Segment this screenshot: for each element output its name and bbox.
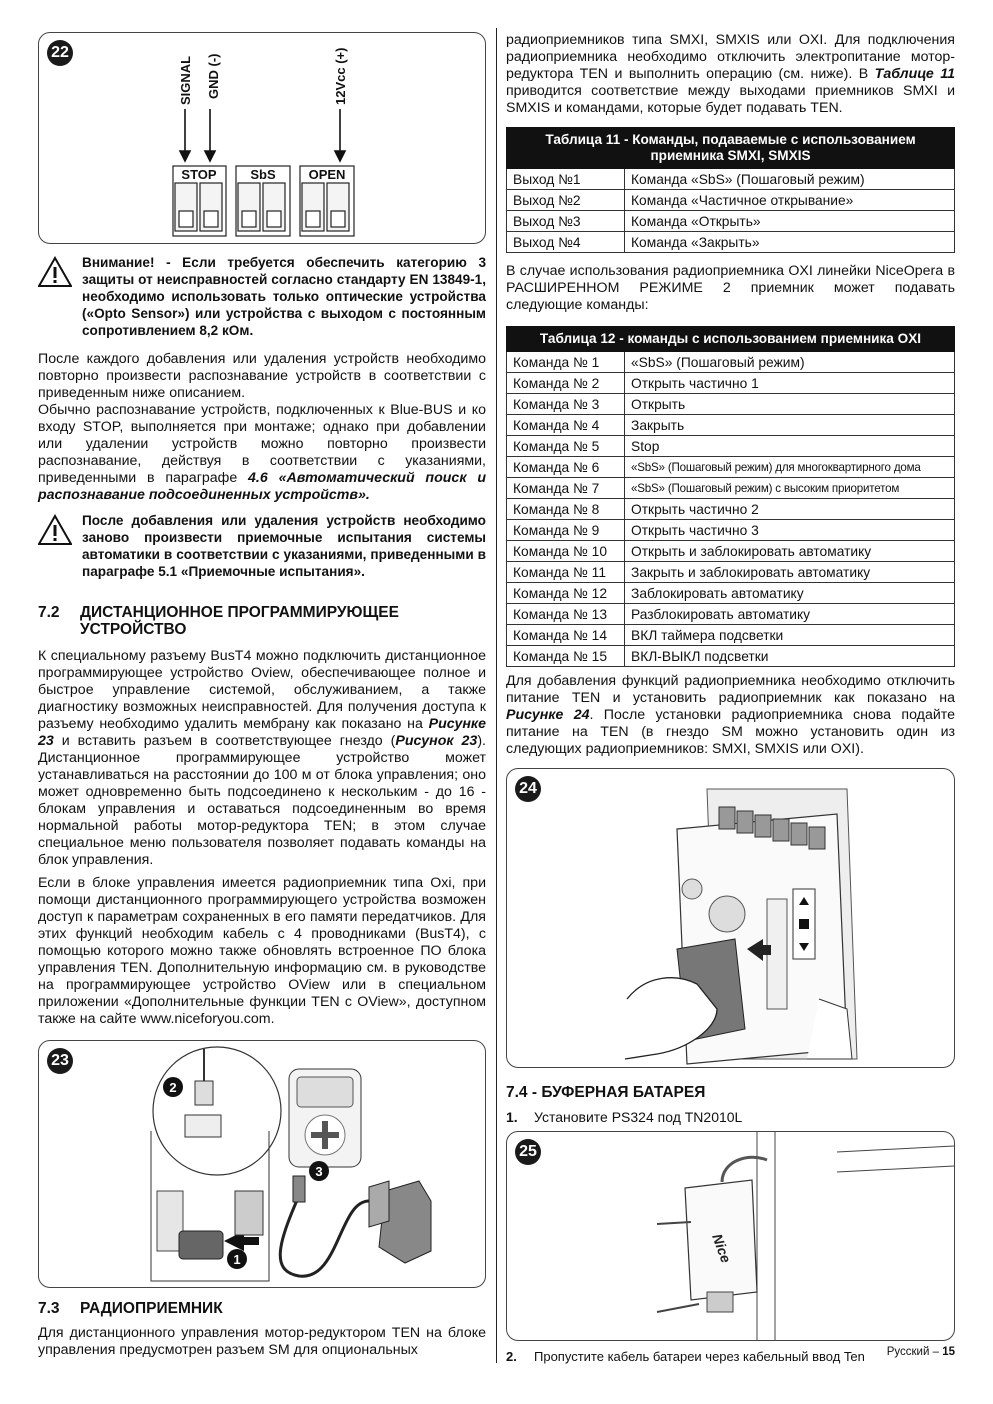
receiver-install-illustration (507, 769, 954, 1067)
callout-3: 3 (315, 1164, 323, 1179)
section-heading-7-2: 7.2 ДИСТАНЦИОННОЕ ПРОГРАММИРУЮЩЕЕ УСТРОЙСТВО (38, 604, 399, 638)
table-row (507, 373, 955, 394)
cell-command: Закрыть (625, 415, 955, 436)
battery-brand: Nice (709, 1231, 735, 1265)
paragraph: Если в блоке управления имеется радиоприемник типа Oxi, при помощи дистанционного программирующего устройства возможен доступ к параметрам сохраненных в его памяти передатчиков. Для этих функций необходим кабель с 4 проводниками (BusT4), с помощью которого можно также обновлять встроенное ПО блока управления TEN. Дополнительную информацию см. в руководстве на программирующее устройство OView или в специальном приложении «Дополнительные функции TEN с OView», доступном также на сайте www.niceforyou.com. (38, 875, 486, 1027)
terminal-sbs: SbS (250, 167, 276, 182)
figure-number: 25 (515, 1139, 541, 1165)
list-item: 1. Установите PS324 под TN2010L (506, 1109, 743, 1125)
figure-reference: Рисунок 23 (395, 733, 478, 749)
cell-command: Заблокировать автоматику (625, 583, 955, 604)
warning-testing: После добавления или удаления устройств необходимо заново произвести приемочные испытания системы автоматики в соответствии с указаниями, приведенными в параграфе 5.1 «Приемочные испытания». (38, 512, 486, 580)
figure-number: 24 (515, 776, 541, 802)
table-row (507, 478, 955, 499)
gnd-label: GND (-) (206, 53, 221, 99)
figure-reference: Рисунке 23 (38, 716, 486, 749)
table-row (507, 352, 955, 373)
terminal-diagram (39, 33, 485, 243)
figure-number: 23 (47, 1048, 73, 1074)
figure-number: 22 (47, 40, 73, 66)
table-row (507, 394, 955, 415)
cell-label: Команда № 6 (507, 457, 625, 478)
table-row (507, 499, 955, 520)
table-reference: Таблице 11 (874, 66, 955, 82)
vcc-label: 12Vcc (+) (333, 47, 348, 105)
cell-label: Команда № 10 (507, 541, 625, 562)
figure-22 (38, 32, 486, 244)
cell-label: Команда № 3 (507, 394, 625, 415)
table-row (507, 232, 955, 253)
cell-label: Команда № 11 (507, 562, 625, 583)
section-heading-7-4: 7.4 - БУФЕРНАЯ БАТАРЕЯ (506, 1084, 706, 1101)
list-item: 2. Пропустите кабель батареи через кабельный ввод Ten (506, 1349, 865, 1364)
signal-label: SIGNAL (178, 55, 193, 105)
cell-command: ВКЛ-ВЫКЛ подсветки (625, 646, 955, 667)
table-row (507, 415, 955, 436)
cell-command: Открыть частично 2 (625, 499, 955, 520)
figure-reference: Рисунке 24 (506, 707, 590, 723)
table-title: Таблица 12 - команды с использованием приемника OXI (507, 327, 955, 352)
paragraph: Для дистанционного управления мотор-редуктором TEN на блоке управления предусмотрен разъем SM для опциональных (38, 1325, 486, 1358)
cell-command: Stop (625, 436, 955, 457)
callout-2: 2 (169, 1080, 177, 1095)
paragraph: радиоприемников типа SMXI, SMXIS или OXI. Для подключения радиоприемника необходимо отключить электропитание мотор-редуктора TEN и выполнить операцию (см. ниже). В Таблице 11 приводится соответствие между выходами приемников SMXI и SMXIS и командами, которые будет подавать TEN. (506, 32, 955, 116)
right-column (506, 32, 955, 1364)
table-row (507, 520, 955, 541)
cell-command: «SbS» (Пошаговый режим) с высоким приоритетом (625, 478, 955, 499)
cell-command: Открыть и заблокировать автоматику (625, 541, 955, 562)
warning-icon (38, 514, 72, 546)
cell-command: ВКЛ таймера подсветки (625, 625, 955, 646)
cell-command: Разблокировать автоматику (625, 604, 955, 625)
cell-command: Команда «Открыть» (625, 211, 955, 232)
callout-1: 1 (233, 1252, 241, 1267)
cell-label: Команда № 5 (507, 436, 625, 457)
cell-label: Выход №2 (507, 190, 625, 211)
column-divider (496, 28, 497, 1363)
section-reference: 4.6 «Автоматический поиск и распознавание подсоединенных устройств». (38, 470, 487, 503)
table-11 (506, 127, 955, 253)
left-column (38, 32, 486, 1359)
cell-label: Команда № 7 (507, 478, 625, 499)
table-row (507, 541, 955, 562)
figure-24 (506, 768, 955, 1068)
cell-command: Команда «Закрыть» (625, 232, 955, 253)
paragraph: К специальному разъему BusT4 можно подключить дистанционное программирующее устройство Oview, обеспечивающее полное и быстрое управление системой, обслуживанием, а также диагностику возможных неисправностей. Для получения доступа к разъему необходимо удалить мембрану как показано на Рисунке 23 и вставить разъем в соответствующее гнездо (Рисунок 23). Дистанционное программирующее устройство может устанавливаться на расстоянии до 100 м от блока управления; оно может одновременно быть подсоединено к нескольким - до 16 - блокам управления и оставаться подсоединенным во время нормальной работы мотор-редуктора TEN; в этом случае специальное меню пользователя позволяет подавать команды на блок управления. (38, 648, 486, 868)
cell-command: Открыть частично 3 (625, 520, 955, 541)
cell-label: Команда № 2 (507, 373, 625, 394)
table-row (507, 190, 955, 211)
table-row (507, 646, 955, 667)
cell-label: Команда № 1 (507, 352, 625, 373)
table-title: Таблица 11 - Команды, подаваемые с использованием приемника SMXI, SMXIS (507, 128, 955, 169)
table-row (507, 169, 955, 190)
table-row (507, 562, 955, 583)
cell-command: Открыть частично 1 (625, 373, 955, 394)
cell-label: Команда № 8 (507, 499, 625, 520)
table-12 (506, 326, 955, 667)
table-row (507, 211, 955, 232)
section-heading-7-3: 7.3 РАДИОПРИЕМНИК (38, 1300, 223, 1317)
warning-icon (38, 256, 72, 288)
paragraph: Обычно распознавание устройств, подключенных к Blue-BUS и ко входу STOP, выполняется при монтаже; однако при добавлении или удалении устройств можно повторно произвести распознавание, действуя в соответствии с указаниями, приведенными в параграфе 4.6 «Автоматический поиск и распознавание подсоединенных устройств». (38, 402, 487, 503)
cell-label: Команда № 4 (507, 415, 625, 436)
table-row (507, 436, 955, 457)
table-row (507, 604, 955, 625)
figure-25 (506, 1131, 955, 1341)
paragraph: Для добавления функций радиоприемника необходимо отключить питание TEN и установить радиоприемник как показано на Рисунке 24. После установки радиоприемника снова подайте питание на TEN (в гнездо SM можно установить один из следующих радиоприемников: SMXI, SMXIS или OXI). (506, 673, 955, 757)
cell-label: Выход №1 (507, 169, 625, 190)
cell-command: Команда «SbS» (Пошаговый режим) (625, 169, 955, 190)
cell-label: Команда № 13 (507, 604, 625, 625)
figure-23 (38, 1040, 486, 1288)
terminal-stop: STOP (181, 167, 217, 182)
cell-label: Команда № 12 (507, 583, 625, 604)
cell-label: Команда № 15 (507, 646, 625, 667)
page-footer: Русский – 15 (886, 1346, 955, 1358)
paragraph: После каждого добавления или удаления устройств необходимо повторно произвести распознавание устройств в соответствии с приведенным ниже описанием. (38, 351, 486, 401)
battery-illustration (507, 1132, 954, 1340)
cell-command: Открыть (625, 394, 955, 415)
cell-command: «SbS» (Пошаговый режим) для многоквартирного дома (625, 457, 955, 478)
page-number: 15 (942, 1346, 955, 1358)
table-row (507, 625, 955, 646)
terminal-open: OPEN (308, 167, 346, 182)
paragraph: В случае использования радиоприемника OXI линейки NiceOpera в РАСШИРЕННОМ РЕЖИМЕ 2 приемник может подавать следующие команды: (506, 263, 955, 313)
cell-label: Команда № 14 (507, 625, 625, 646)
cell-command: Закрыть и заблокировать автоматику (625, 562, 955, 583)
oview-connection-illustration (39, 1041, 485, 1287)
cell-label: Команда № 9 (507, 520, 625, 541)
cell-command: Команда «Частичное открывание» (625, 190, 955, 211)
table-row (507, 583, 955, 604)
warning-category: Внимание! - Если требуется обеспечить категорию 3 защиты от неисправностей согласно стандарту EN 13849-1, необходимо использовать только оптические устройства («Opto Sensor») или устройства с выходом с постоянным сопротивлением 8,2 кОм. (38, 254, 486, 339)
cell-label: Выход №3 (507, 211, 625, 232)
table-row (507, 457, 955, 478)
cell-label: Выход №4 (507, 232, 625, 253)
cell-command: «SbS» (Пошаговый режим) (625, 352, 955, 373)
